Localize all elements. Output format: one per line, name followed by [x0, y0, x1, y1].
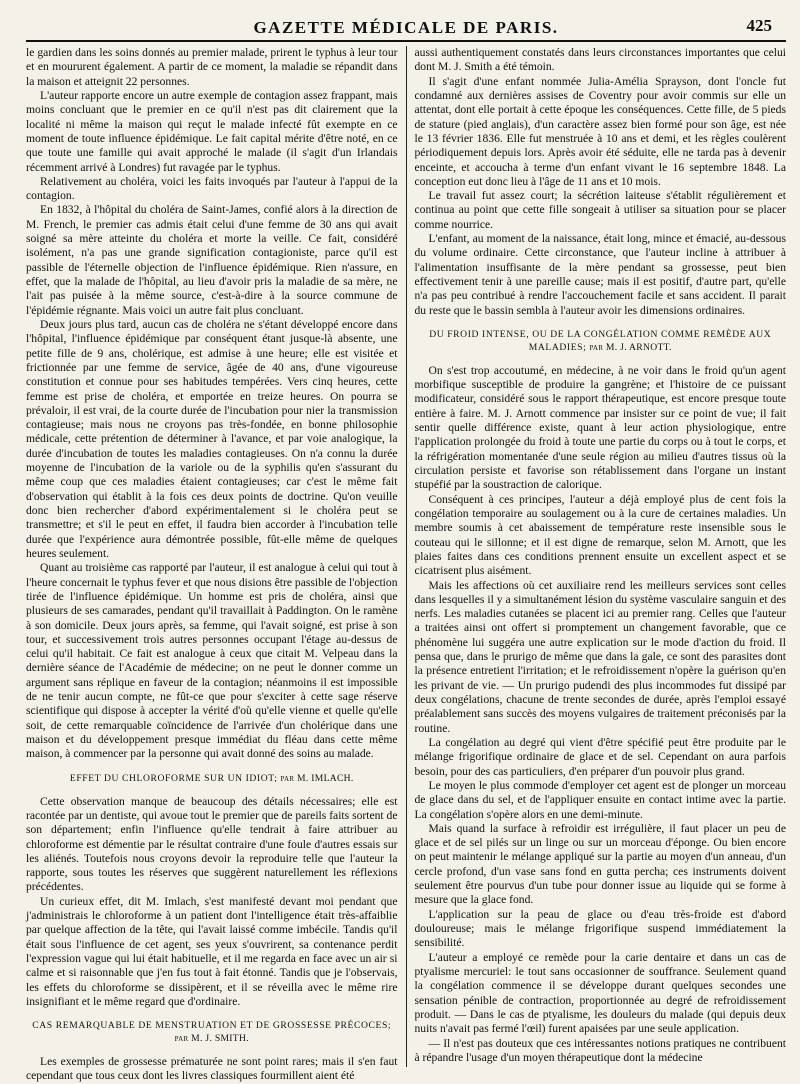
journal-title: GAZETTE MÉDICALE DE PARIS. [253, 18, 559, 37]
paragraph: L'application sur la peau de glace ou d'eau très-froide est d'abord douloureuse; mais le mélange frigorifique suspend immédiatement la sensibilité. [414, 907, 786, 950]
left-column-paragraphs [26, 46, 398, 762]
paragraph: — Il n'est pas douteux que ces intéressantes notions pratiques ne contribuent à répandre l'usage d'un moyen thérapeutique dont la médecine [414, 1036, 786, 1064]
page-header [26, 0, 786, 40]
paragraph: Mais quand la surface à refroidir est irrégulière, il faut placer un peu de glace et de sel pilés sur un linge ou sur un morceau d'éponge. Ou bien encore on peut maintenir le mélange appliqué sur la partie au moyen d'un anneau, d'un cercle profond, d'un vase sans fond en gutta percha; ces instruments doivent seulement être pourvus d'un tube pour donner issue au liquide qui se forme à mesure que la glace fond. [414, 821, 786, 907]
paragraph: Le travail fut assez court; la sécrétion laiteuse s'établit régulièrement et continua au point que cette fille songeait à utiliser sa situation pour se placer comme nourrice. [414, 189, 786, 231]
paragraph: Cette observation manque de beaucoup des détails nécessaires; elle est racontée par un dentiste, qui avoue tout le premier que de pareils faits sortent de son département; enfin l'influence qu'elle tendrait à faire attribuer au chloroforme est démentie par le résultat contraire d'une foule d'autres essais sur les aliénés. Toutefois nous croyons devoir la reproduire telle que l'auteur la rapporte, sous toutes les réserves que suggèrent naturellement les réflexions précédentes. [26, 794, 398, 894]
section-author: par M. J. SMITH. [174, 1033, 249, 1045]
paragraph: Mais les affections où cet auxiliaire rend les meilleurs services sont celles dans lesquelles il y a simultanément lésion du système vasculaire sanguin et des nerfs. Les maladies cutanées se placent ici au premier rang. Celles que l'auteur a traitées ainsi ont offert si promptement un changement favorable, que ce phénomène lui suggéra une autre explication sur le mode d'action du froid. Il pensa que, dans le prurigo de même que dans la gale, ce sont des parasites dont la présence entretient l'irritation; et le refroidissement n'opère la guérison qu'en les privant de vie. — Un prurigo pudendi des plus incommodes fut dissipé par deux congélations, chacune de trente secondes de durée, après l'emploi essayé préalablement sans succès des moyens vulgaires de traitement préconisés par la routine. [414, 578, 786, 735]
paragraph: On s'est trop accoutumé, en médecine, à ne voir dans le froid qu'un agent morbifique susceptible de produire la gangrène; et l'histoire de ce puissant modificateur, considéré sous le rapport thérapeutique, est encore presque toute entière à faire. M. J. Arnott commence par insister sur ce point de vue; il fait sentir quelle différence existe, quant à leur action physiologique, entre l'application prolongée du froid à toute une partie du corps ou à tout le corps, et la réfrigération momentanée d'une seule région au milieu d'autres tissus où la circulation persiste et favorise son rétablissement dans l'organe un instant stupéfié par la soustraction de calorique. [414, 363, 786, 492]
section-title: CAS REMARQUABLE DE MENSTRUATION ET DE GROSSESSE PRÉCOCES; [32, 1020, 392, 1032]
section-body-menstruation [26, 1055, 398, 1084]
paragraph: L'auteur a employé ce remède pour la carie dentaire et dans un cas de ptyalisme mercuriel: le tout sans occasionner de souffrance. Seulement quand la congélation commence il se développe durant quelques secondes une sensation pénible de contraction, proportionnée au degré de refroidissement produit. — Dans le cas de ptyalisme, les douleurs du malade (qui depuis deux nuits n'avait pas fermé l'œil) furent apaisées par une seule application. [414, 950, 786, 1036]
paragraph: L'enfant, au moment de la naissance, était long, mince et émacié, au-dessous du volume ordinaire. Cette circonstance, que l'auteur incline à attribuer à l'alimentation insuffisante de la mère pendant sa grossesse, peut bien effectivement tenir à une pareille cause; mais il est positif, d'autre part, qu'elle n'a pas peu contribué à rendre l'accouchement facile et sans accident. Il parait du reste que le bassin sembla à l'auteur avoir les dimensions ordinaires. [414, 232, 786, 317]
paragraph: aussi authentiquement constatés dans leurs circonstances importantes que celui dont M. J. Smith a été témoin. [414, 46, 786, 74]
paragraph: La congélation au degré qui vient d'être spécifié peut être produite par le mélange frigorifique ordinaire de glace et de sel. Cependant on aura parfois besoin, pour des cas particuliers, d'en préparer d'un pouvoir plus grand. [414, 735, 786, 778]
paragraph: L'auteur rapporte encore un autre exemple de contagion assez frappant, mais moins concluant que le premier en ce qu'il n'est pas dit clairement que la localité ni même la maison qui reçut le malade infecté fût exempte en ce moment de toute influence épidémique. Le fait capital mérite d'être noté, en ce que toute une famille qui avait approché le malade (il s'agit d'un Irlandais récemment arrivé à Londres) fut ravagée par le typhus. [26, 88, 398, 174]
paragraph: Les exemples de grossesse prématurée ne sont point rares; mais il s'en faut cependant que tous ceux dont les livres classiques fourmillent aient été [26, 1055, 398, 1083]
section-heading-chloroforme [26, 773, 398, 786]
right-column-paragraphs [415, 46, 787, 318]
paragraph: En 1832, à l'hôpital du choléra de Saint-James, confié alors à la direction de M. French, le premier cas admis était celui d'une femme de 30 ans qui avait soigné sa mère atteinte du choléra et morte la veille. Ce fait, considéré isolément, n'a pas une grande signification contagioniste, parce qu'il est passible de l'éternelle objection de l'influence épidémique. Rien n'assure, en effet, que la malade de l'hôpital, au lieu d'avoir pris la maladie de sa mère, ne l'ait pas puisée à la même source, c'est-à-dire à la source commune de l'épidémie régnante. Mais voici un autre fait plus concluant. [26, 203, 398, 317]
section-author: par M. J. ARNOTT. [589, 341, 672, 353]
section-title: DU FROID INTENSE, OU DE LA CONGÉLATION COMME REMÈDE AUX MALADIES; [429, 328, 772, 353]
section-body-chloroforme [26, 795, 398, 1010]
header-rule [26, 40, 786, 42]
right-column [407, 46, 787, 1067]
paragraph: Quant au troisième cas rapporté par l'auteur, il est analogue à celui qui tout à l'heure concernait le typhus fever et que nous disions être passible de l'objection tirée de l'influence épidémique. Un homme est pris de choléra, ainsi que plusieurs de ses camarades, pendant qu'il travaillait à Paddington. On le ramène à son domicile. Deux jours après, sa femme, qui l'avait soigné, est prise à son tour, et successivement trois autres personnes occupant l'étage au-dessus de celui qu'il habitait. Ce fait est analogue à ceux que citait M. Velpeau dans la dernière séance de l'Académie de médecine; on ne peut le donner comme un argument sans réplique en faveur de la contagion; néanmoins il est impossible de ne tenir aucun compte, ne fût-ce que pour s'exciter à cette sage réserve scientifique qui dispose à accepter la vérité d'où qu'elle vienne et quelle qu'elle soit, de cette remarquable coïncidence de l'arrivée d'un cholérique dans une maison et du développement presque immédiat du fléau dans cette même maison, à commencer par la personne qui avait donné des soins au malade. [26, 561, 398, 761]
two-column-body [26, 46, 786, 1083]
paragraph: Conséquent à ces principes, l'auteur a déjà employé plus de cent fois la congélation temporaire au soulagement ou à la cure de certaines maladies. Un membre soumis à cet abaissement de température reste insensible sous le couteau qui le sillonne; et il est digne de remarque, selon M. Arnott, que les plaies faites dans ces conditions prennent ensuite un excellent aspect et se cicatrisent plus aisément. [414, 492, 786, 578]
paragraph: Relativement au choléra, voici les faits invoqués par l'auteur à l'appui de la contagion. [26, 174, 398, 203]
section-heading-froid [415, 329, 787, 355]
left-column [26, 46, 406, 1083]
section-title: EFFET DU CHLOROFORME SUR UN IDIOT; [69, 772, 278, 784]
paragraph: Le moyen le plus commode d'employer cet agent est de plonger un morceau de glace dans du sel, et de l'appliquer ensuite en contact intime avec la partie. La congélation s'opère alors en une demi-minute. [414, 778, 786, 821]
paragraph: le gardien dans les soins donnés au premier malade, prirent le typhus à leur tour et en moururent également. A partir de ce moment, la maladie se répandit dans la maison et atteignit 22 personnes. [26, 46, 398, 88]
section-body-froid [415, 364, 787, 1065]
section-author: par M. IMLACH. [280, 772, 354, 784]
section-heading-menstruation [26, 1020, 398, 1046]
page-number: 425 [746, 16, 772, 35]
paragraph: Il s'agit d'une enfant nommée Julia-Amélia Sprayson, dont l'oncle fut condamné aux dernières assises de Coventry pour avoir commis sur elle un attentat, dont elle portait à cette époque les conséquences. Cette fille, de 5 pieds de stature (pied anglais), d'un caractère assez bien formé pour son âge, est née le 13 février 1836. Elle fut menstruée à 10 ans et demi, et les règles coulèrent périodiquement depuis lors. Après avoir été séduite, elle ne tarda pas à devenir enceinte, et accoucha à terme d'un enfant vivant le 16 septembre 1848. La conception eut donc lieu à l'âge de 11 ans et 10 mois. [414, 74, 786, 188]
paragraph: Un curieux effet, dit M. Imlach, s'est manifesté devant moi pendant que j'administrais le chloroforme à un patient dont l'intelligence était très-affaiblie par quelque affection de la tête, qui l'avait laissé comme imbécile. Tandis qu'il était sous l'influence de cet agent, ses yeux s'ouvrirent, sa contenance perdit l'expression vague qui lui était habituelle, et il me regarda en face avec un air si calme et si raisonnable que j'en fus tout à fait étonné. Tandis que je l'observais, les effets du chloroforme se dissipèrent, et il se réveilla avec le même rire insignifiant et le même regard que d'ordinaire. [26, 894, 398, 1008]
paragraph: Deux jours plus tard, aucun cas de choléra ne s'étant développé encore dans l'hôpital, l'influence épidémique par conséquent étant jusque-là absente, une petite fille de 9 ans, cholérique, est admise à une heure; elle est visitée et frictionnée par une femme de service, âgée de 40 ans, d'une vigoureuse constitution et connue pour ses habitudes tempérées. Vers cinq heures, cette femme est prise de choléra, et emportée en treize heures. On pourra se prévaloir, il est vrai, de la courte durée de l'incubation pour nier la transmission contagieuse; mais nous ne croyons pas très-fondée, en bonne philosophie médicale, cette prétention de déterminer à l'avance, et par voie analogique, la durée d'incubation de toutes les maladies contagieuses. On n'a connu la durée moyenne de l'incubation de la variole ou de la syphilis qu'en s'assurant du même coup que ces maladies étaient contagieuses; car c'est le même fait d'observation qui établit à la fois ces deux points de doctrine. Qu'on veuille donc bien rechercher d'abord expérimentalement si le choléra peut se transmettre; et s'il le peut en effet, il faudra bien accorder à l'incubation telle durée que l'expérience aura démontrée possible, fût-elle même de quelques heures seulement. [26, 317, 398, 560]
